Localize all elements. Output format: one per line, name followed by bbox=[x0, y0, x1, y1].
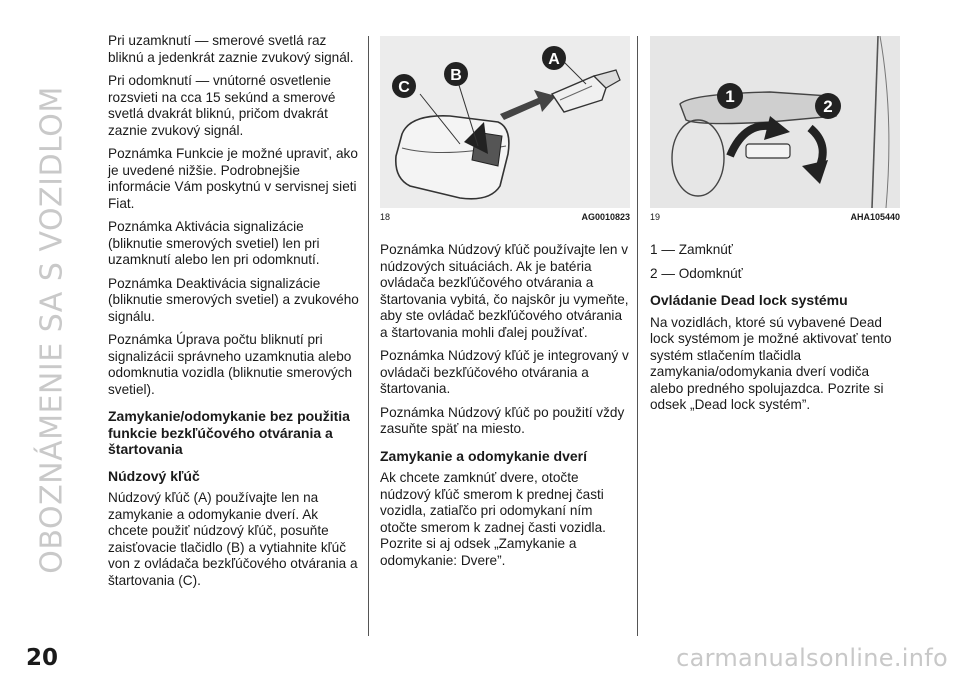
figure-number: 18 bbox=[380, 212, 391, 222]
page-number: 20 bbox=[26, 645, 59, 671]
column-divider-1 bbox=[368, 36, 369, 636]
paragraph: Poznámka Úprava počtu bliknutí pri signalizácii správneho uzamknutia alebo odomknutia vozidla (bliknutie smerových svetiel). bbox=[108, 332, 353, 397]
paragraph: Poznámka Aktivácia signalizácie (bliknutie smerových svetiel) len pri uzamknutí alebo len pri odomknutí. bbox=[108, 219, 320, 267]
paragraph: Poznámka Deaktivácia signalizácie (bliknutie smerových svetiel) a zvukového signálu. bbox=[108, 275, 359, 324]
figure-code: AG0010823 bbox=[581, 212, 630, 222]
paragraph: Na vozidlách, ktoré sú vybavené Dead lock systémom je možné aktivovať tento systém stlačením tlačidla zamykania/odomykania dverí vodiča alebo predného spolujazdca. Pozrite si odsek „Dead lock systém”. bbox=[650, 314, 892, 412]
figure-18-caption bbox=[380, 212, 630, 222]
paragraph: Núdzový kľúč (A) používajte len na zamykanie a odomykanie dverí. Ak chcete použiť núdzový kľúč, posuňte zaisťovacie tlačidlo (B) a vytiahnite kľúč von z ovládača bezkľúčového otvárania a štartovania (C). bbox=[108, 490, 358, 588]
paragraph: Pri odomknutí — vnútorné osvetlenie rozsvieti na cca 15 sekúnd a smerové svetlá dvakrát bliknú, pričom dvakrát zaznie zvukový signál. bbox=[108, 73, 336, 138]
watermark: carmanualsonline.info bbox=[676, 644, 948, 672]
figure-18-illustration bbox=[380, 36, 630, 208]
column-divider-2 bbox=[637, 36, 638, 636]
door-handle-diagram bbox=[650, 36, 900, 208]
paragraph: Poznámka Núdzový kľúč používajte len v núdzových situáciách. Ak je batéria ovládača bezkľúčového otvárania a štartovania vybitá, čo najskôr ju vymeňte, aby ste ovládač bezkľúčového otvárania a štartovania mohli ďalej používať. bbox=[380, 242, 629, 340]
subsection-heading: Núdzový kľúč bbox=[108, 467, 200, 484]
label-1: 1 bbox=[725, 87, 735, 106]
column-1 bbox=[108, 33, 360, 596]
column-2 bbox=[380, 242, 632, 576]
paragraph: Ak chcete zamknúť dvere, otočte núdzový kľúč smerom k prednej časti vozidla, zatiaľčo pri odomykaní ním otočte smerom k zadnej časti vozidla. Pozrite si aj odsek „Zamykanie a odomykanie: Dvere”. bbox=[380, 470, 606, 568]
paragraph: Poznámka Núdzový kľúč je integrovaný v ovládači bezkľúčového otvárania a štartovania. bbox=[380, 348, 629, 396]
section-heading: Ovládanie Dead lock systému bbox=[650, 292, 848, 308]
list-item: 1 — Zamknúť bbox=[650, 242, 733, 257]
column-3 bbox=[650, 242, 902, 421]
paragraph: Poznámka Núdzový kľúč po použití vždy zasuňte späť na miesto. bbox=[380, 404, 625, 436]
section-heading: Zamykanie/odomykanie bez použitia funkcie bezkľúčového otvárania a štartovania bbox=[108, 408, 350, 457]
figure-19-illustration bbox=[650, 36, 900, 208]
paragraph: Poznámka Funkcie je možné upraviť, ako je uvedené nižšie. Podrobnejšie informácie Vám poskytnú v servisnej sieti Fiat. bbox=[108, 146, 358, 211]
figure-number: 19 bbox=[650, 212, 661, 222]
label-b: B bbox=[450, 67, 462, 84]
label-a: A bbox=[548, 51, 560, 68]
figure-code: AHA105440 bbox=[850, 212, 900, 222]
key-fob-diagram bbox=[380, 36, 630, 208]
label-c: C bbox=[398, 79, 410, 96]
paragraph: Pri uzamknutí — smerové svetlá raz bliknú a jedenkrát zaznie zvukový signál. bbox=[108, 33, 354, 65]
list-item: 2 — Odomknúť bbox=[650, 265, 743, 281]
label-2: 2 bbox=[823, 97, 833, 116]
figure-19-caption bbox=[650, 212, 900, 222]
section-heading: Zamykanie a odomykanie dverí bbox=[380, 447, 587, 464]
section-title: OBOZNÁMENIE SA S VOZIDLOM bbox=[34, 86, 70, 574]
